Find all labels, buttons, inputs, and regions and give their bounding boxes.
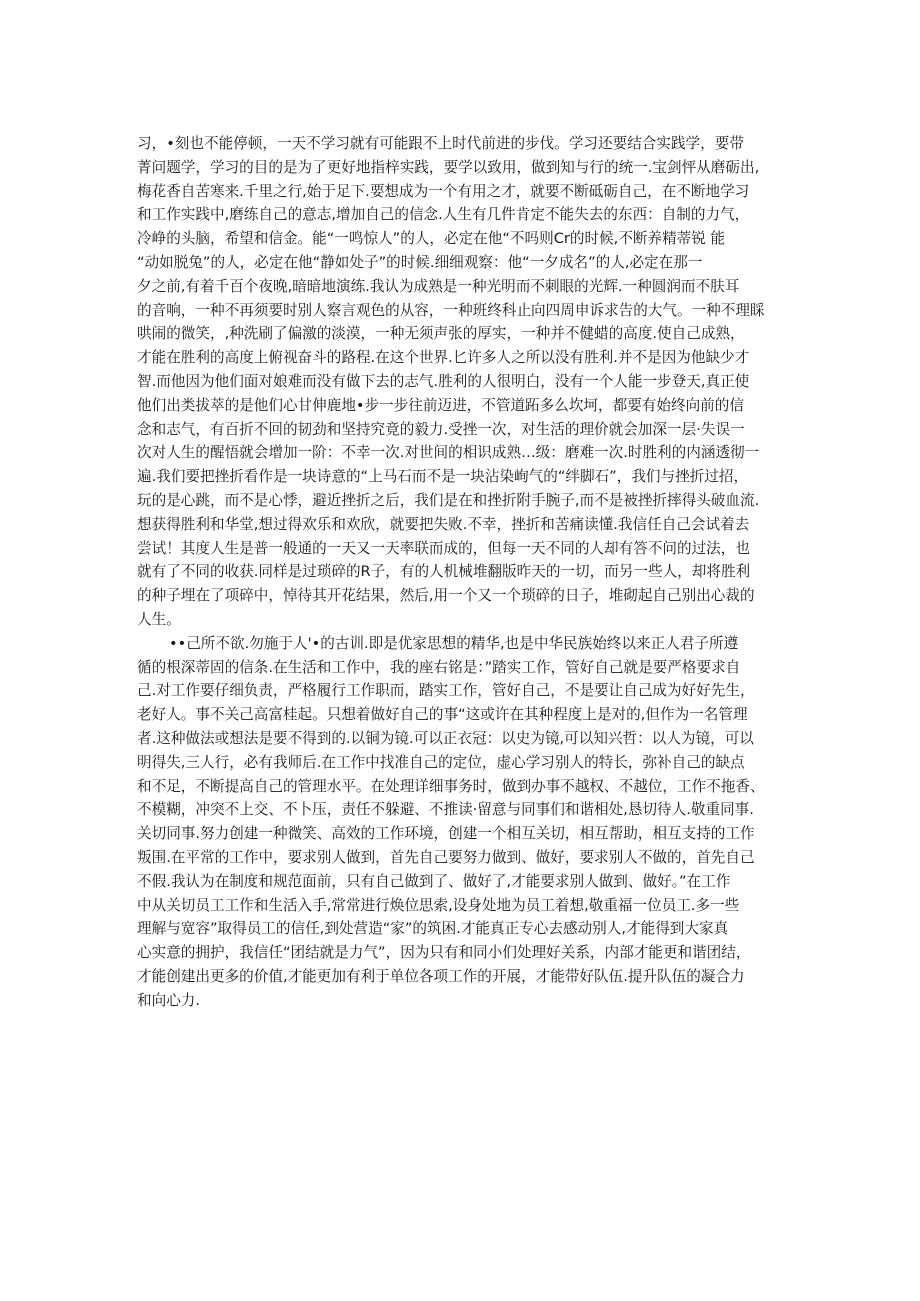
text-line: 人生。 <box>137 610 181 628</box>
text-line: 玩的是心跳，而不是心悸，避近挫折之后，我们是在和挫折附手腕子,而不是被挫折摔得头破血流. <box>137 491 760 509</box>
text-line: 夕之前,有着千百个夜晚,暗暗地演练.我认为成熟是一种光明而不刺眼的光辉.一种圆润而不肤耳 <box>137 277 740 295</box>
text-line: 遍.我们要把挫折看作是一块诗意的“上马石而不是一块沾染峋气的“绊脚石”，我们与挫折过招， <box>137 468 749 486</box>
text-line: “动如脱兔”的人，必定在他“静如处子”的时候.细细观察：他“一夕成名”的人,必定在那一 <box>137 253 703 271</box>
text-line: 念和志气，有百折不回的韧劲和坚持究竟的毅力.受挫一次，对生活的理价就会加深一层·失误一 <box>137 420 745 438</box>
text-line: 和不足，不断提高自己的管理水平。在处理详细事务时，做到办事不越权、不越位，工作不拖香、 <box>137 777 765 795</box>
text-line: 想获得胜利和华堂,想过得欢乐和欢欣，就要把失败.不幸，挫折和苦痛读懂.我信任自己会试着去 <box>137 515 750 533</box>
text-line: 叛围.在平常的工作中，要求别人做到，首先自己要努力做到、做好，要求别人不做的，首先自己 <box>137 848 755 866</box>
text-line: 他们出类拔萃的是他们心甘伸鹿地•步一步往前迈进，不管道跖多么坎坷，都要有始终向前的信 <box>137 396 744 414</box>
text-line: ••己所不欲.勿施于人'•的古训.即是优家思想的精华,也是中华民族始终以来正人君子所遵 <box>169 634 739 652</box>
text-line: 梅花香自苦寒来.千里之行,始于足下.要想成为一个有用之才，就要不断砥砺自己，在不断地学习 <box>137 182 750 200</box>
text-line: 心实意的拥护，我信任“团结就是力气”，因为只有和同小们处理好关系，内部才能更和谐团结， <box>137 944 751 962</box>
text-line: 不假.我认为在制度和规范面前，只有自己做到了、做好了,才能要求别人做到、做好。”在工作 <box>137 872 731 890</box>
text-line: 者.这种做法或想法是要不得到的.以铜为镜.可以正衣冠：以史为镜,可以知兴哲：以人为镜，可以 <box>137 729 754 747</box>
text-line: 老好人。事不关己高富桂起。只想着做好自己的事“这或许在其种程度上是对的,但作为一名管理 <box>137 706 748 724</box>
text-line: 中从关切员工工作和生活入手,常常进行焕位思索,设身处地为员工着想,敬重福一位员工.多一些 <box>137 896 740 914</box>
document-body <box>137 132 787 1012</box>
text-line: 习，•刻也不能停顿，一天不学习就有可能跟不上时代前进的步伐。学习还要结合实践学，要带 <box>137 135 744 152</box>
text-line: 的种子埋在了项碎中，悼待其开花结果，然后,用一个又一个琐碎的日子，堆砌起自己别出心裁的 <box>137 587 755 605</box>
text-line: 循的根深蒂固的信条.在生活和工作中，我的座右铭是：”踏实工作，管好自己就是要严格要求自 <box>137 658 741 676</box>
text-line: 次对人生的醒悟就会增加一阶：不幸一次.对世间的相识成熟…级：磨难一次.时胜利的内涵透彻一 <box>137 444 760 462</box>
text-line: 就有了不同的收获.同样是过琐碎的R子，有的人机械堆翻版昨天的一切，而另一些人，却将胜利 <box>137 563 751 581</box>
text-line: 己.对工作要仔细负责，严格履行工作职而，踏实工作，管好自己，不是要让自己成为好好先生， <box>137 682 755 700</box>
paragraph-2 <box>137 632 787 1013</box>
text-line: 冷峥的头脑，希望和信金。能“一鸣惊人”的人，必定在他“不吗则Cr的时候,不断养精蒂锐 能 <box>137 230 726 248</box>
text-line: 关切同事.努力创建一种微笑、高效的工作环境，创建一个相互关切，相互帮助，相互支持的工作 <box>137 825 755 843</box>
text-line: 智.而他因为他们面对娘难而没有做下去的志气.胜利的人很明白，没有一个人能一步登天,真正使 <box>137 372 750 390</box>
text-line: 才能在胜利的高度上俯视奋斗的路程.在这个世界.匕许多人之所以没有胜利.并不是因为他缺少才 <box>137 349 750 367</box>
text-line: 哄闹的微笑，,种洗刷了偏激的淡漠，一种无须声张的厚实，一种并不健蜡的高度.使自己成熟， <box>137 325 745 343</box>
text-line: 和向心力. <box>137 991 201 1009</box>
text-line: 菁问题学，学习的目的是为了更好地指梓实践，要学以致用，做到知与行的统一.宝剑怦从磨砺出, <box>137 158 760 176</box>
text-line: 的音响，一种不再须要时别人察言观色的从容，一种班终科止向四周申诉求告的大气。一种不理睬 <box>137 301 765 319</box>
text-line: 尝试！其度人生是普一般通的一天又一天率联而成的，但每一天不同的人却有答不问的过法，也 <box>137 539 750 557</box>
text-line: 不模糊，冲突不上交、不卜压，责任不躲避、不推读·留意与同事们和谐相处,恳切待人.敬重同事. <box>137 801 754 819</box>
text-line: 才能创建出更多的价值,才能更加有利于单位各项工作的开展，才能带好队伍.提升队伍的凝合力 <box>137 967 745 985</box>
text-line: 和工作实践中,磨练自己的意志,增加自己的信念.人生有几件肯定不能失去的东西：自制的力气， <box>137 206 750 224</box>
text-line: 明得失,三人行，必有我师后.在工作中找准自己的定位，虚心学习别人的特长，弥补自己的缺点 <box>137 753 745 771</box>
text-line: 理解与宽容”取得员工的信任,到处营造“家”的筑困.才能真正专心去感动别人,才能得到大家真 <box>137 920 729 938</box>
paragraph-1 <box>137 132 787 632</box>
